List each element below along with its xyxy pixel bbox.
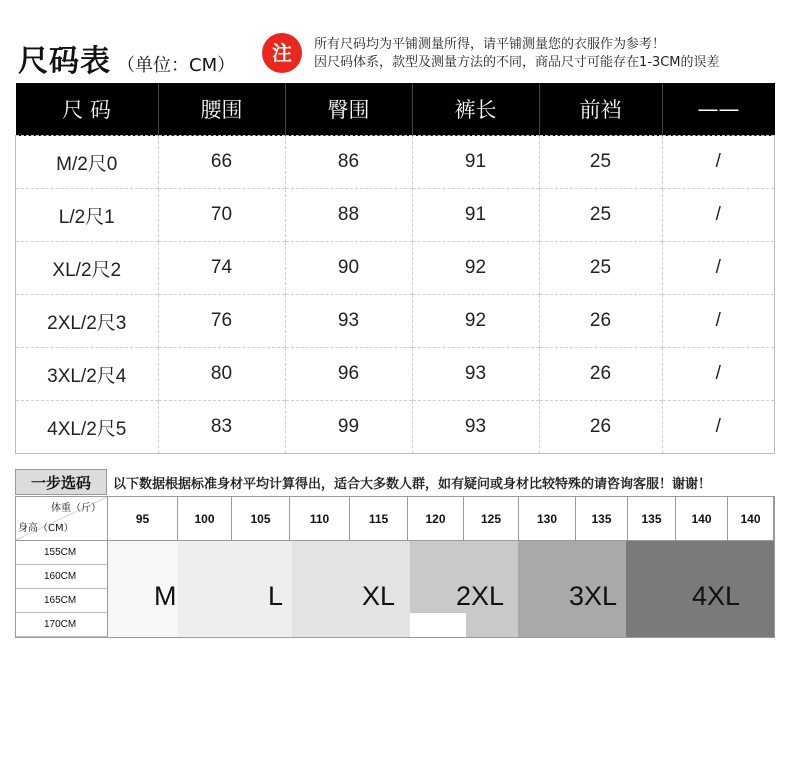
size-zone-label: 4XL [692,581,741,611]
size-table [15,83,775,454]
cell-front-rise: 26 [539,348,662,401]
note-text [314,36,720,72]
table-row [16,401,775,454]
size-zone-label: 3XL [569,581,618,611]
weight-cell: 115 [350,497,408,541]
cell-front-rise: 26 [539,401,662,454]
cell-hip: 88 [285,189,412,242]
cell-blank: / [662,401,775,454]
cell-length: 93 [412,401,539,454]
cell-hip: 90 [285,242,412,295]
size-guide-description: 以下数据根据标准身材平均计算得出，适合大多数人群，如有疑问或身材比较特殊的请咨询客服！谢谢！ [113,476,712,492]
header-length: 裤长 [412,83,539,136]
size-guide-grid [15,496,775,638]
header-waist: 腰围 [158,83,285,136]
weight-cell: 140 [676,497,728,541]
table-row [16,136,775,189]
cell-waist: 70 [158,189,285,242]
cell-length: 93 [412,348,539,401]
weight-cell: 135 [576,497,628,541]
cell-waist: 76 [158,295,285,348]
cell-hip: 93 [285,295,412,348]
cell-size: 4XL/2尺5 [16,401,159,454]
table-row [16,242,775,295]
height-cell: 160CM [16,565,108,589]
cell-size: XL/2尺2 [16,242,159,295]
cell-front-rise: 26 [539,295,662,348]
note-line-1: 所有尺码均为平铺测量所得，请平铺测量您的衣服作为参考！ [314,37,666,52]
header-front-rise: 前裆 [539,83,662,136]
height-cell: 165CM [16,589,108,613]
weight-cell: 120 [408,497,464,541]
size-table-header [16,83,775,136]
height-axis-label: 身高（CM） [18,523,74,534]
weight-cell: 110 [290,497,350,541]
size-guide-tag: 一步选码 [15,469,107,495]
title-unit: （单位：CM） [117,55,236,76]
cell-blank: / [662,242,775,295]
cell-waist: 83 [158,401,285,454]
weight-cell: 135 [628,497,676,541]
cell-hip: 99 [285,401,412,454]
cell-length: 91 [412,136,539,189]
cell-waist: 80 [158,348,285,401]
size-zone-label: M [154,581,177,611]
header-size: 尺 码 [16,83,159,136]
cell-blank: / [662,348,775,401]
cell-blank: / [662,136,775,189]
table-row [16,189,775,242]
note-line-2: 因尺码体系，款型及测量方法的不同，商品尺寸可能存在1-3CM的误差 [314,55,720,70]
grid-corner [16,497,108,541]
cell-length: 92 [412,242,539,295]
cell-front-rise: 25 [539,136,662,189]
height-cell: 155CM [16,541,108,565]
cell-length: 92 [412,295,539,348]
cell-size: 2XL/2尺3 [16,295,159,348]
cell-blank: / [662,189,775,242]
cell-size: L/2尺1 [16,189,159,242]
cell-hip: 96 [285,348,412,401]
note-badge: 注 [262,33,302,73]
cell-front-rise: 25 [539,189,662,242]
size-zone-label: XL [362,581,396,611]
page-title [18,36,235,80]
weight-cell: 140 [728,497,774,541]
cell-size: M/2尺0 [16,136,159,189]
table-row [16,348,775,401]
size-zone-label: 2XL [456,581,505,611]
header-hip: 臀围 [285,83,412,136]
title-main: 尺码表 [18,44,111,79]
weight-axis-label: 体重（斤） [51,503,101,514]
weight-cell: 125 [464,497,519,541]
height-cell: 170CM [16,613,108,637]
weight-cell: 95 [108,497,178,541]
cell-front-rise: 25 [539,242,662,295]
cell-hip: 86 [285,136,412,189]
cell-blank: / [662,295,775,348]
cell-length: 91 [412,189,539,242]
size-guide-header [15,469,775,495]
weight-cell: 100 [178,497,232,541]
cell-waist: 66 [158,136,285,189]
table-row [16,295,775,348]
cell-size: 3XL/2尺4 [16,348,159,401]
weight-cell: 130 [519,497,576,541]
weight-cell: 105 [232,497,290,541]
cell-waist: 74 [158,242,285,295]
header-blank: —— [662,83,775,136]
size-zone-label: L [268,581,284,611]
